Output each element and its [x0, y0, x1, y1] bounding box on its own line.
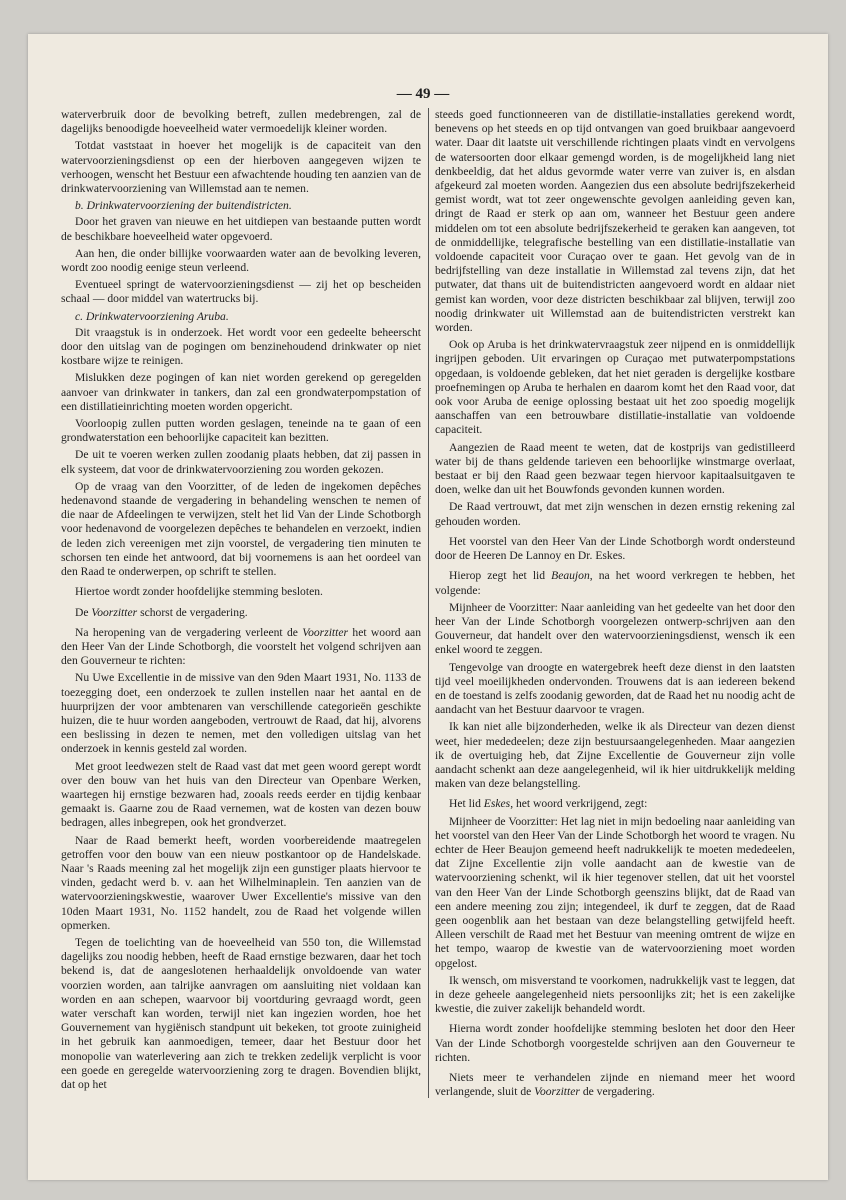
paragraph: Tegen de toelichting van de hoeveelheid van 550 ton, die Willemstad dagelijks zou noodig hebben, heeft de Raad ernstige bezwaren, daar het toch bekend is, dat de aangeslotenen herhaaldelijk onvoldoende van water voorzien worden, aan talrijke aanvragen om aansluiting niet voldaan kan worden en aan schepen, waarvoor bij voortduring gevraagd wordt, geen water verschaft kan worden, terwijl niet kan ingezien worden, hoe het Gouvernement van hygiënisch standpunt uit bekeken, tot groote zuinigheid in het gebruik kan aanmoedigen, temeer, daar het Bestuur door het monopolie van waterlevering aan zich te trekken zedelijk verplicht is voor een goede en geregelde watervoorziening zorg te dragen. Bovendien blijkt, dat op het [61, 935, 421, 1091]
paragraph: Niets meer te verhandelen zijnde en niemand meer het woord verlangende, sluit de Voorzitter de vergadering. [435, 1071, 795, 1099]
paragraph: Aan hen, die onder billijke voorwaarden water aan de bevolking leveren, wordt zoo noodig eenige steun verleend. [61, 246, 421, 275]
paragraph: Aangezien de Raad meent te weten, dat de kostprijs van gedistilleerd water bij de thans geldende tarieven een behoorlijke winstmarge overlaat, bestaat er bij den Raad geen bezwaar tegen hiervoor kapitaalsuitgaven te doen, welke dan uit het Bouwfonds gevonden kunnen worden. [435, 440, 795, 497]
paragraph: Hierna wordt zonder hoofdelijke stemming besloten het door den Heer Van der Linde Schotborgh voorgestelde schrijven aan den Gouverneur te richten. [435, 1022, 795, 1064]
paragraph: Totdat vaststaat in hoever het mogelijk is de capaciteit van den watervoorzieningsdienst op een der hierboven aangegeven wijzen te verhoogen, wenscht het Bestuur een afwachtende houding ten aanzien van de drinkwatervoorziening van Willemstad aan te nemen. [61, 139, 421, 196]
paragraph: Met groot leedwezen stelt de Raad vast dat met geen woord gerept wordt over den bouw van het huis van den Directeur van Openbare Werken, waartegen hij ernstige bezwaren had, zooals reeds eerder en tijdig kenbaar gemaakt is. Gaarne zou de Raad vernemen, wat de kosten van dezen bouw bedragen, alles inbegrepen, ook het grondverzet. [61, 759, 421, 830]
paragraph: waterverbruik door de bevolking betreft, zullen medebrengen, zal de dagelijks benoodigde hoeveelheid water vermoedelijk kleiner worden. [61, 108, 421, 136]
paragraph: Nu Uwe Excellentie in de missive van den 9den Maart 1931, No. 1133 de toezegging doet, een onderzoek te zullen instellen naar het aantal en de huurprijzen der voor ambtenaren van verschillende categorieën geschikte huizen, die te huur worden aangeboden, vertrouwt de Raad, dat hij, alvorens een beslissing in dezen te nemen, met den volledigen uitslag van het onderzoek in kennis gesteld zal worden. [61, 671, 421, 756]
paragraph: Door het graven van nieuwe en het uitdiepen van bestaande putten wordt de beschikbare hoeveelheid water opgevoerd. [61, 215, 421, 243]
section-heading: c. Drinkwatervoorziening Aruba. [75, 309, 229, 323]
paragraph: Voorloopig zullen putten worden geslagen, teneinde na te gaan of een grondwaterstation een behoorlijke capaciteit kan bezitten. [61, 417, 421, 445]
paragraph: Naar de Raad bemerkt heeft, worden voorbereidende maatregelen getroffen voor den bouw van een nieuw postkantoor op de Handelskade. Naar 's Raads meening zal het mogelijk zijn een gunstiger plaats hiervoor te vinden, gedacht werd b. v. aan het Wilhelminaplein. Ten aanzien van de watervoorzieningskwestie, waarover Uwer Excellentie's missive van den 10den Maart 1931, No. 1152 handelt, zou de Raad het volgende willen opmerken. [61, 833, 421, 932]
section-heading: b. Drinkwatervoorziening der buitendistricten. [75, 199, 292, 213]
left-column [61, 108, 421, 1095]
page-number: — 49 — [396, 86, 450, 102]
speaker-name: Voorzitter [302, 625, 349, 639]
paragraph: Het lid Eskes, het woord verkrijgend, zegt: [449, 797, 648, 811]
column-divider [428, 108, 429, 1098]
paragraph: Tengevolge van droogte en watergebrek heeft deze dienst in den laatsten tijd veel moeilijkheden ondervonden. Trouwens dat is aan iedereen bekend en de toestand is zelfs zoodanig geworden, dat de Raad het nu noodig acht de aandacht van het Bestuur daarvoor te vragen. [435, 660, 795, 717]
paragraph: Na heropening van de vergadering verleent de Voorzitter het woord aan den Heer Van der Linde Schotborgh, die voorstelt het volgend schrijven aan den Gouverneur te richten: [61, 625, 421, 668]
paragraph: Mijnheer de Voorzitter: Naar aanleiding van het gedeelte van het door den heer Van der Linde Schotborgh voorgelezen ontwerp-schrijven aan den Gouverneur, dat handelt over den watervoorzieningsdienst, wensch ik een enkel woord te zeggen. [435, 600, 795, 657]
paragraph: Dit vraagstuk is in onderzoek. Het wordt voor een gedeelte beheerscht door den uitslag van de pogingen om benzinehoudend drinkwater op niet kostbare wijze te reinigen. [61, 325, 421, 368]
paragraph: De uit te voeren werken zullen zoodanig plaats hebben, dat zij passen in elk systeem, dat voor de drinkwatervoorziening zou worden gekozen. [61, 448, 421, 476]
paragraph: Mijnheer de Voorzitter: Het lag niet in mijn bedoeling naar aanleiding van het voorstel van den Heer Van der Linde Schotborgh het woord te vragen. Nu echter de Heer Beaujon gemeend heeft nadrukkelijk te moeten mededeelen, dat Zijne Excellentie zijn volle aandacht aan de kwestie van de watervoorziening schenkt, wil ik hier tegenover stellen, dat uit het voorstel van den Heer Van der Linde Schotborgh geenszins blijkt, dat de Raad van een andere meening zou zijn; integendeel, ik durf te zeggen, dat de Raad geen oogenblik aan het bestaan van deze belangstelling getwijfeld heeft. Alleen verschilt de Raad met het Bestuur van meening omtrent de wijze en het tempo, waarop de kwestie van de watervoorziening moet worden opgelost. [435, 814, 795, 970]
speaker-name: Voorzitter [534, 1085, 580, 1099]
speaker-name: Voorzitter [91, 605, 138, 619]
paragraph: Mislukken deze pogingen of kan niet worden gerekend op geregelden aanvoer van drinkwater in tankers, dan zal een grondwaterpompstation of een distillatieinrichting moeten worden opgericht. [61, 371, 421, 413]
paragraph: Hierop zegt het lid Beaujon, na het woord verkregen te hebben, het volgende: [435, 569, 795, 597]
paragraph: steeds goed functionneeren van de distillatie-installaties gerekend wordt, benevens op het steeds en op tijd ontvangen van goed bruikbaar aangevoerd water. Daar dit laatste uit verschillende richtingen plaats vindt en vervolgens de watersoorten door elkaar gemengd worden, is de mogelijkheid lang niet denkbeeldig, dat het aldus gevormde water verre van zuiver is, en alsdan afgekeurd zal moeten worden. Aangezien dus een absolute bedrijfszekerheid gemist wordt, wat tot zeer ongewenschte gevolgen aanleiding geven kan, dringt de Raad er sterk op aan om, wanneer het Bestuur geen andere middelen om tot een absolute bedrijfszekerheid te geraken kan aangeven, tot de onmiddellijke, telegrafische bestelling van een distillatie-installatie van voldoende capaciteit voor Curaçao over te gaan. Het gevolg van de in bedrijfstelling van deze installatie in Willemstad zal tevens zijn, dat het putwater, dat thans uit de buitendistricten aangevoerd wordt en aldaar niet gemist kan worden, voor deze districten beschikbaar zal blijven, terwijl zoo noodig drinkwater uit Willemstad aan de buitendistricten verstrekt kan worden. [435, 108, 795, 335]
paragraph: Eventueel springt de watervoorzieningsdienst — zij het op bescheiden schaal — door middel van watertrucks bij. [61, 278, 421, 306]
speaker-name: Eskes [483, 797, 511, 811]
paragraph: Ik wensch, om misverstand te voorkomen, nadrukkelijk vast te leggen, dat in deze geheele aangelegenheid niets persoonlijks zit; het is een zakelijke kwestie, die zuiver zakelijk behandeld wordt. [435, 973, 795, 1016]
speaker-name: Beaujon [551, 569, 590, 583]
paragraph: Hiertoe wordt zonder hoofdelijke stemming besloten. [75, 585, 323, 599]
paragraph: Ik kan niet alle bijzonderheden, welke ik als Directeur van dezen dienst weet, hier mededeelen; deze zijn bestuursaangelegenheden. Maar aangezien ik de overtuiging heb, dat Zijne Excellentie de Gouverneur zijn volle aandacht schenkt aan deze aangelegenheid, wil ik hier uitdrukkelijk melding maken van deze belangstelling. [435, 720, 795, 791]
paragraph: Op de vraag van den Voorzitter, of de leden de ingekomen depêches hedenavond staande de vergadering in behandeling wenschen te nemen of die naar de Afdeelingen te verwijzen, stelt het lid Van der Linde Schotborgh voor hedenavond de voorgelezen depêches te behandelen en verzoekt, indien de leden zich vereenigen met zijn voorstel, de vergadering tien minuten te schorsen ten einde het antwoord, dat bij voornemens is aan het oordeel van den Raad te onderwerpen, op schrift te stellen. [61, 479, 421, 579]
paragraph: De Raad vertrouwt, dat met zijn wenschen in dezen ernstig rekening zal gehouden worden. [435, 500, 795, 528]
paragraph: De Voorzitter schorst de vergadering. [75, 605, 248, 619]
right-column [435, 108, 795, 1102]
paragraph: Het voorstel van den Heer Van der Linde Schotborgh wordt ondersteund door de Heeren De Lannoy en Dr. Eskes. [435, 534, 795, 563]
paragraph: Ook op Aruba is het drinkwatervraagstuk zeer nijpend en is onmiddellijk ingrijpen geboden. Uit ervaringen op Curaçao met putwaterpompstations opgedaan, is voldoende gebleken, dat het niet geraden is dergelijke kostbare proefnemingen op Aruba te herhalen en daarom komt het den Raad voor, dat ook voor Aruba de eenige oplossing bestaat uit het zoo spoedig mogelijk aanschaffen van een betrouwbare distillatie-installatie van voldoende capaciteit. [435, 338, 795, 437]
